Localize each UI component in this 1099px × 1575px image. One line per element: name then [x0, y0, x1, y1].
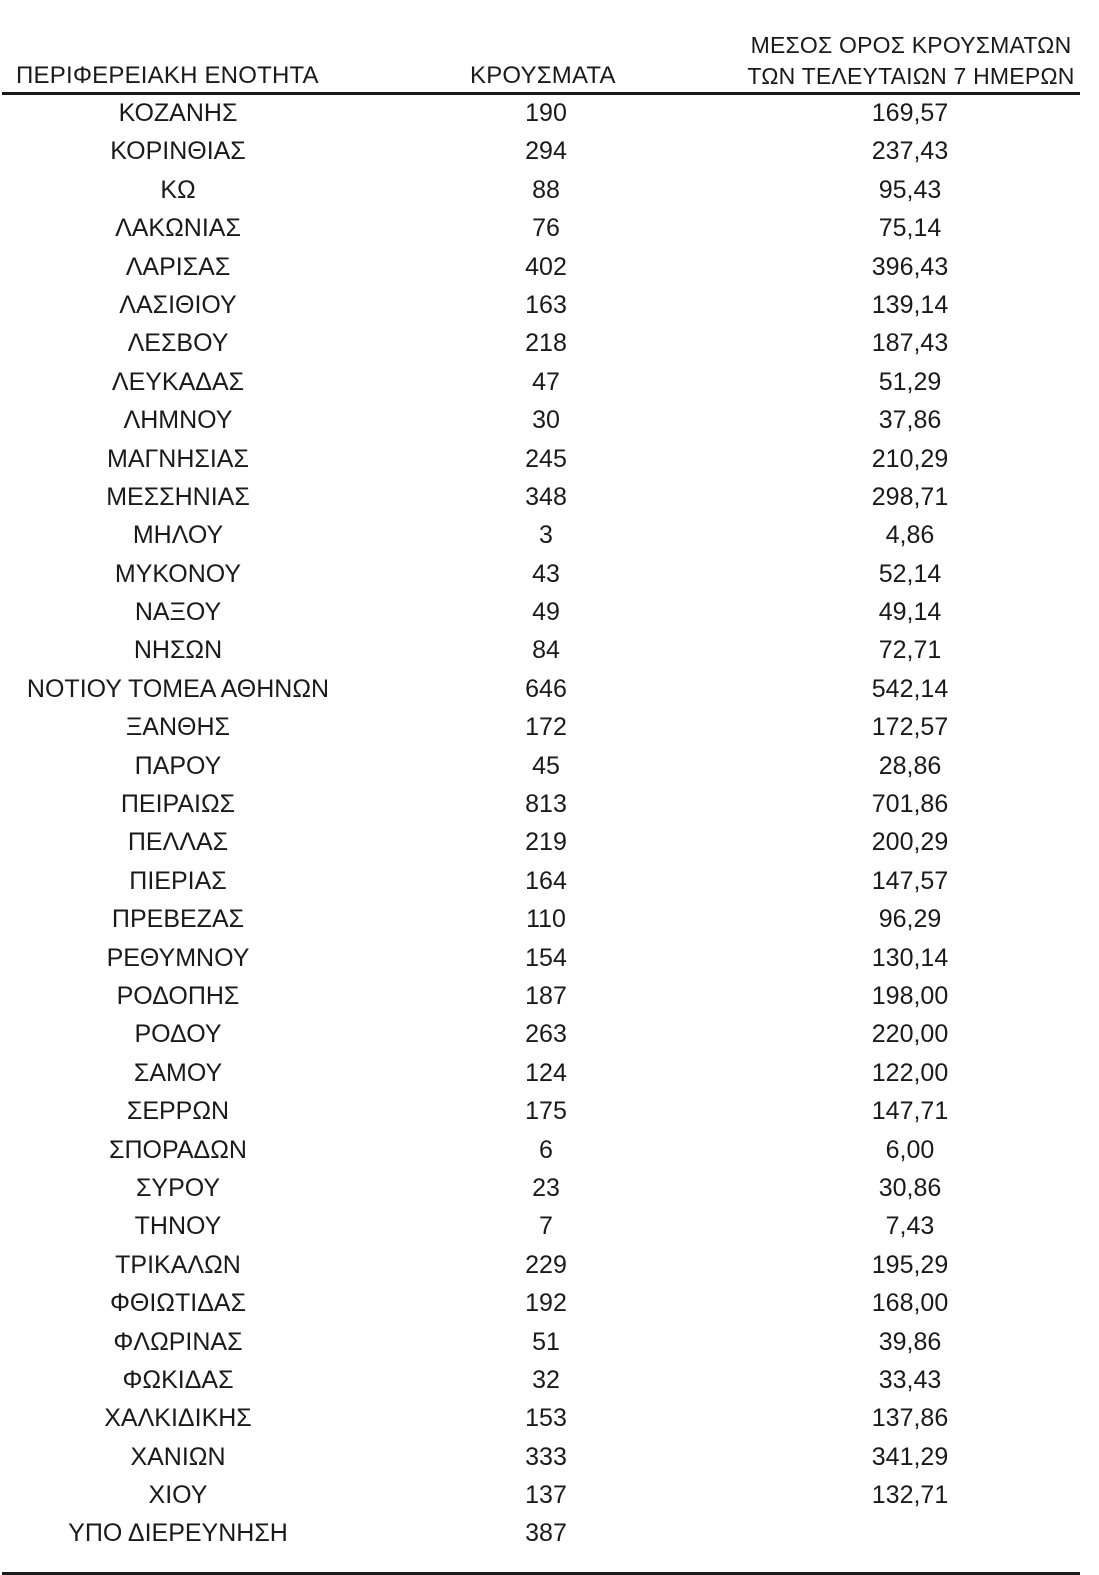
- cell-average: 396,43: [871, 252, 949, 281]
- cell-region: ΣΕΡΡΩΝ: [126, 1097, 230, 1126]
- table-row: [0, 1209, 1099, 1247]
- cell-region: ΣΑΜΟΥ: [133, 1058, 223, 1087]
- cell-region: ΜΗΛΟΥ: [132, 521, 224, 550]
- cell-average: 39,86: [878, 1327, 942, 1356]
- table-row: [0, 365, 1099, 403]
- cell-cases: 3: [539, 521, 553, 550]
- table-row: [0, 672, 1099, 710]
- cell-average: 169,57: [871, 99, 949, 127]
- cell-cases: 7: [539, 1212, 553, 1241]
- cell-cases: 124: [525, 1058, 567, 1087]
- cell-region: ΝΟΤΙΟΥ ΤΟΜΕΑ ΑΘΗΝΩΝ: [26, 674, 330, 703]
- cell-cases: 153: [525, 1404, 567, 1433]
- cell-average: 130,14: [871, 943, 949, 972]
- header-cases: ΚΡΟΥΣΜΑΤΑ: [470, 62, 616, 89]
- cell-average: 95,43: [878, 175, 942, 204]
- table-row: [0, 173, 1099, 211]
- cell-average: 72,71: [878, 636, 942, 665]
- cell-cases: 47: [532, 367, 560, 396]
- cell-average: 7,43: [885, 1212, 935, 1241]
- table-row: [0, 1094, 1099, 1132]
- cell-average: 96,29: [878, 905, 942, 934]
- cell-average: 75,14: [878, 214, 942, 243]
- table-row: [0, 1325, 1099, 1363]
- table-row: [0, 326, 1099, 364]
- cell-region: ΧΑΝΙΩΝ: [130, 1442, 226, 1471]
- table-row: [0, 595, 1099, 633]
- table-row: [0, 825, 1099, 863]
- cell-cases: 229: [525, 1250, 567, 1279]
- cell-cases: 175: [525, 1097, 567, 1126]
- table-body: [0, 96, 1099, 1555]
- cell-region: ΚΩ: [160, 175, 196, 204]
- cell-average: 237,43: [871, 137, 949, 166]
- cell-average: 198,00: [871, 981, 949, 1010]
- table-row: [0, 979, 1099, 1017]
- cell-cases: 402: [525, 252, 567, 281]
- table-row: [0, 1171, 1099, 1209]
- header-region: ΠΕΡΙΦΕΡΕΙΑΚΗ ΕΝΟΤΗΤΑ: [16, 62, 319, 89]
- cell-cases: 45: [532, 751, 560, 780]
- cell-region: ΚΟΡΙΝΘΙΑΣ: [110, 137, 246, 166]
- cell-average: 195,29: [871, 1250, 949, 1279]
- cell-region: ΠΙΕΡΙΑΣ: [129, 866, 227, 895]
- cell-region: ΡΕΘΥΜΝΟΥ: [106, 943, 250, 972]
- table-row: [0, 633, 1099, 671]
- cell-region: ΠΡΕΒΕΖΑΣ: [111, 905, 245, 934]
- table-row: [0, 1017, 1099, 1055]
- cell-cases: 30: [532, 406, 560, 435]
- header-average-line1: ΜΕΣΟΣ ΟΡΟΣ ΚΡΟΥΣΜΑΤΩΝ: [750, 32, 1072, 58]
- cell-cases: 88: [532, 175, 560, 204]
- cell-cases: 43: [532, 559, 560, 588]
- cell-region: ΝΗΣΩΝ: [133, 636, 223, 665]
- cell-average: 37,86: [878, 406, 942, 435]
- table-row: [0, 710, 1099, 748]
- cell-average: 542,14: [871, 674, 949, 703]
- table-row: [0, 518, 1099, 556]
- table-row: [0, 480, 1099, 518]
- cell-average: 701,86: [871, 790, 949, 819]
- cell-region: ΣΥΡΟΥ: [135, 1173, 221, 1202]
- cell-region: ΡΟΔΟΥ: [134, 1020, 222, 1049]
- cell-average: 132,71: [871, 1481, 949, 1510]
- cell-average: 341,29: [871, 1442, 949, 1471]
- cell-average: 52,14: [878, 559, 942, 588]
- cell-region: ΧΙΟΥ: [148, 1481, 208, 1510]
- table-row: [0, 1440, 1099, 1478]
- table-row: [0, 1133, 1099, 1171]
- cell-cases: 187: [525, 981, 567, 1010]
- cell-cases: 218: [525, 329, 567, 358]
- cell-average: 30,86: [878, 1173, 942, 1202]
- cell-average: 147,57: [871, 866, 949, 895]
- table-row: [0, 787, 1099, 825]
- table-row: [0, 864, 1099, 902]
- cell-average: 33,43: [878, 1365, 942, 1394]
- cell-cases: 154: [525, 943, 567, 972]
- cell-cases: 348: [525, 482, 567, 511]
- table-row: [0, 1478, 1099, 1516]
- cell-average: 137,86: [871, 1404, 949, 1433]
- cell-cases: 110: [526, 905, 566, 934]
- cell-average: 139,14: [871, 290, 949, 319]
- cell-region: ΧΑΛΚΙΔΙΚΗΣ: [104, 1404, 252, 1433]
- cell-cases: 84: [532, 636, 560, 665]
- cell-average: 28,86: [878, 751, 942, 780]
- table-row: [0, 557, 1099, 595]
- cell-region: ΜΥΚΟΝΟΥ: [114, 559, 242, 588]
- table-row: [0, 1401, 1099, 1439]
- cell-cases: 245: [525, 444, 567, 473]
- cell-region: ΛΑΚΩΝΙΑΣ: [115, 214, 241, 243]
- cell-average: 51,29: [878, 367, 942, 396]
- table-row: [0, 288, 1099, 326]
- cell-average: 147,71: [871, 1097, 949, 1126]
- cell-cases: 263: [525, 1020, 567, 1049]
- cell-cases: 51: [532, 1327, 560, 1356]
- cell-average: 220,00: [871, 1020, 949, 1049]
- table-row: [0, 1516, 1099, 1554]
- cell-average: 298,71: [871, 482, 949, 511]
- cell-region: ΦΘΙΩΤΙΔΑΣ: [109, 1289, 247, 1318]
- cell-region: ΠΑΡΟΥ: [134, 751, 222, 780]
- table-row: [0, 1056, 1099, 1094]
- cell-region: ΛΕΥΚΑΔΑΣ: [111, 367, 245, 396]
- cell-region: ΞΑΝΘΗΣ: [126, 713, 230, 742]
- cell-average: 187,43: [871, 329, 949, 358]
- cell-cases: 6: [539, 1135, 553, 1164]
- table-row: [0, 134, 1099, 172]
- cell-cases: 76: [532, 214, 560, 243]
- table-row: [0, 96, 1099, 134]
- cell-region: ΣΠΟΡΑΔΩΝ: [109, 1135, 247, 1164]
- header-divider: [2, 92, 1080, 95]
- table-row: [0, 442, 1099, 480]
- cell-region: ΝΑΞΟΥ: [134, 598, 222, 627]
- cell-region: ΤΗΝΟΥ: [134, 1212, 222, 1241]
- cell-cases: 23: [532, 1173, 560, 1202]
- cell-cases: 646: [525, 674, 567, 703]
- table-row: [0, 1363, 1099, 1401]
- table-row: [0, 749, 1099, 787]
- cell-cases: 294: [525, 137, 567, 166]
- cell-region: ΤΡΙΚΑΛΩΝ: [115, 1250, 241, 1279]
- cell-region: ΛΑΡΙΣΑΣ: [125, 252, 231, 281]
- cell-cases: 219: [525, 828, 567, 857]
- cell-region: ΡΟΔΟΠΗΣ: [116, 981, 240, 1010]
- table-row: [0, 211, 1099, 249]
- cell-region: ΛΕΣΒΟΥ: [127, 329, 229, 358]
- cell-cases: 163: [525, 290, 567, 319]
- cell-cases: 49: [532, 598, 560, 627]
- table-row: [0, 1286, 1099, 1324]
- cell-cases: 333: [525, 1442, 567, 1471]
- cell-average: 210,29: [871, 444, 949, 473]
- cell-cases: 192: [525, 1289, 567, 1318]
- table-row: [0, 250, 1099, 288]
- cell-average: 200,29: [871, 828, 949, 857]
- cell-cases: 190: [525, 99, 567, 127]
- cell-average: 168,00: [871, 1289, 949, 1318]
- cell-region: ΦΩΚΙΔΑΣ: [122, 1365, 234, 1394]
- cell-cases: 137: [525, 1481, 567, 1510]
- cell-region: ΜΕΣΣΗΝΙΑΣ: [106, 482, 250, 511]
- cell-average: 4,86: [885, 521, 935, 550]
- cell-cases: 813: [525, 790, 567, 819]
- cell-average: 122,00: [871, 1058, 949, 1087]
- cell-average: 6,00: [885, 1135, 935, 1164]
- cell-region: ΜΑΓΝΗΣΙΑΣ: [107, 444, 249, 473]
- cell-region: ΦΛΩΡΙΝΑΣ: [113, 1327, 243, 1356]
- cell-cases: 172: [525, 713, 567, 742]
- table-row: [0, 941, 1099, 979]
- cell-average: 49,14: [878, 598, 942, 627]
- cell-cases: 164: [525, 866, 567, 895]
- cell-region: ΛΗΜΝΟΥ: [123, 406, 233, 435]
- cell-region: ΚΟΖΑΝΗΣ: [118, 99, 238, 127]
- cell-region: ΠΕΙΡΑΙΩΣ: [120, 790, 236, 819]
- table-header: [0, 26, 1099, 92]
- cell-average: 172,57: [871, 713, 949, 742]
- header-average-line2: ΤΩΝ ΤΕΛΕΥΤΑΙΩΝ 7 ΗΜΕΡΩΝ: [747, 63, 1075, 89]
- cell-region: ΠΕΛΛΑΣ: [127, 828, 229, 857]
- header-average: [740, 30, 1082, 92]
- cell-cases: 32: [532, 1365, 560, 1394]
- cell-cases: 387: [525, 1519, 567, 1548]
- table-row: [0, 403, 1099, 441]
- table-row: [0, 1248, 1099, 1286]
- table-row: [0, 902, 1099, 940]
- cell-region: ΛΑΣΙΘΙΟΥ: [119, 290, 237, 319]
- cell-region: ΥΠΟ ΔΙΕΡΕΥΝΗΣΗ: [68, 1519, 288, 1548]
